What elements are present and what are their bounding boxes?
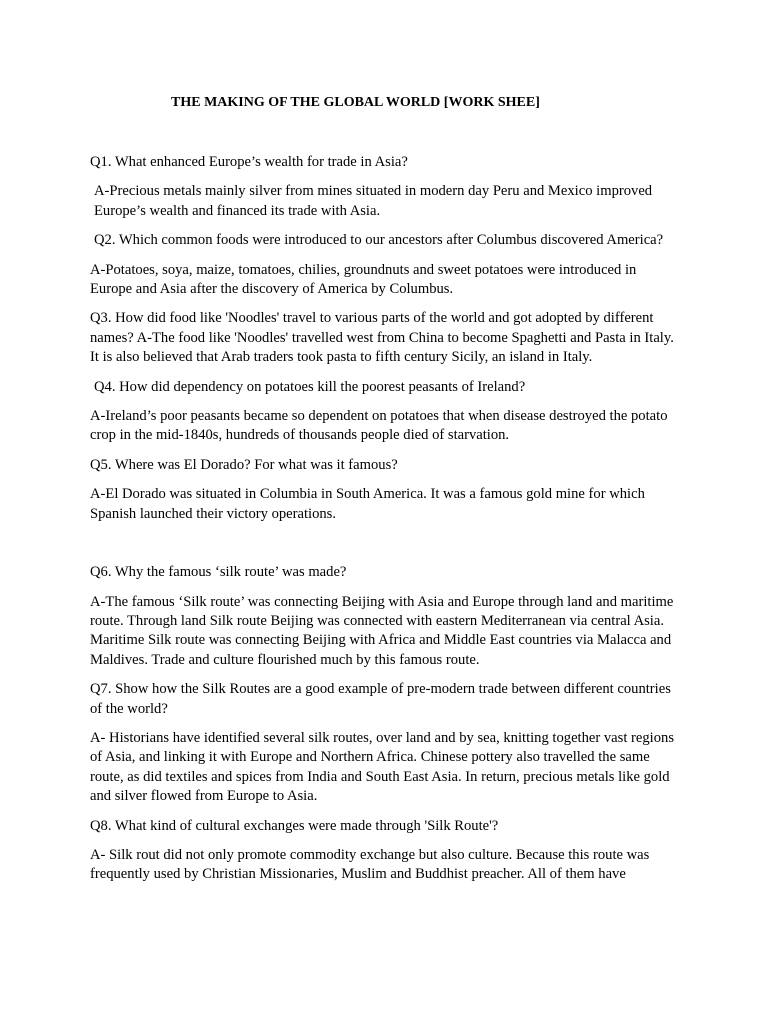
question-6: Q6. Why the famous ‘silk route’ was made? [90,564,347,581]
answer-8: A- Silk rout did not only promote commodity exchange but also culture. Because this route was frequently used by Christian Missionaries, Muslim and Buddhist preacher. All of them have [90,846,650,883]
question-5: Q5. Where was El Dorado? For what was it famous? [90,456,398,473]
question-7: Q7. Show how the Silk Routes are a good example of pre-modern trade between different countries of the world? [90,681,671,717]
question-1: Q1. What enhanced Europe’s wealth for trade in Asia? [90,154,408,170]
question-4: Q4. How did dependency on potatoes kill the poorest peasants of Ireland? [94,378,526,395]
question-8: Q8. What kind of cultural exchanges were made through 'Silk Route'? [90,817,499,834]
question-2: Q2. Which common foods were introduced to our ancestors after Columbus discovered America? [94,232,664,249]
document-title: THE MAKING OF THE GLOBAL WORLD [WORK SHEE] [171,95,540,110]
answer-1: A-Precious metals mainly silver from mines situated in modern day Peru and Mexico improved Europe’s wealth and financed its trade with Asia. [94,183,653,219]
answer-7: A- Historians have identified several silk routes, over land and by sea, knitting together vast regions of Asia, and linking it with Europe and Northern Africa. Chinese pottery also travelled the same route, as did textiles and spices from India and South East Asia. In return, precious metals like gold and silver flowed from Europe to Asia. [90,729,675,805]
answer-5: A-El Dorado was situated in Columbia in South America. It was a famous gold mine for which Spanish launched their victory operations. [90,486,645,522]
question-3-with-answer: Q3. How did food like 'Noodles' travel to various parts of the world and got adopted by different names? A-The food like 'Noodles' travelled west from China to become Spaghetti and Pasta in Italy. It is also believed that Arab traders took pasta to fifth century Sicily, an island in Italy. [90,310,674,366]
answer-4: A-Ireland’s poor peasants became so dependent on potatoes that when disease destroyed the potato crop in the mid-1840s, hundreds of thousands people died of starvation. [90,408,668,444]
answer-2: A-Potatoes, soya, maize, tomatoes, chilies, groundnuts and sweet potatoes were introduced in Europe and Asia after the discovery of America by Columbus. [90,261,637,298]
worksheet-page [90,93,680,885]
answer-6: A-The famous ‘Silk route’ was connecting Beijing with Asia and Europe through land and maritime route. Through land Silk route Beijing was connected with eastern Mediterranean via central Asia. Maritime Silk route was connecting Beijing with Africa and Middle East countries via Malacca and Maldives. Trade and culture flourished much by this famous route. [90,593,674,668]
